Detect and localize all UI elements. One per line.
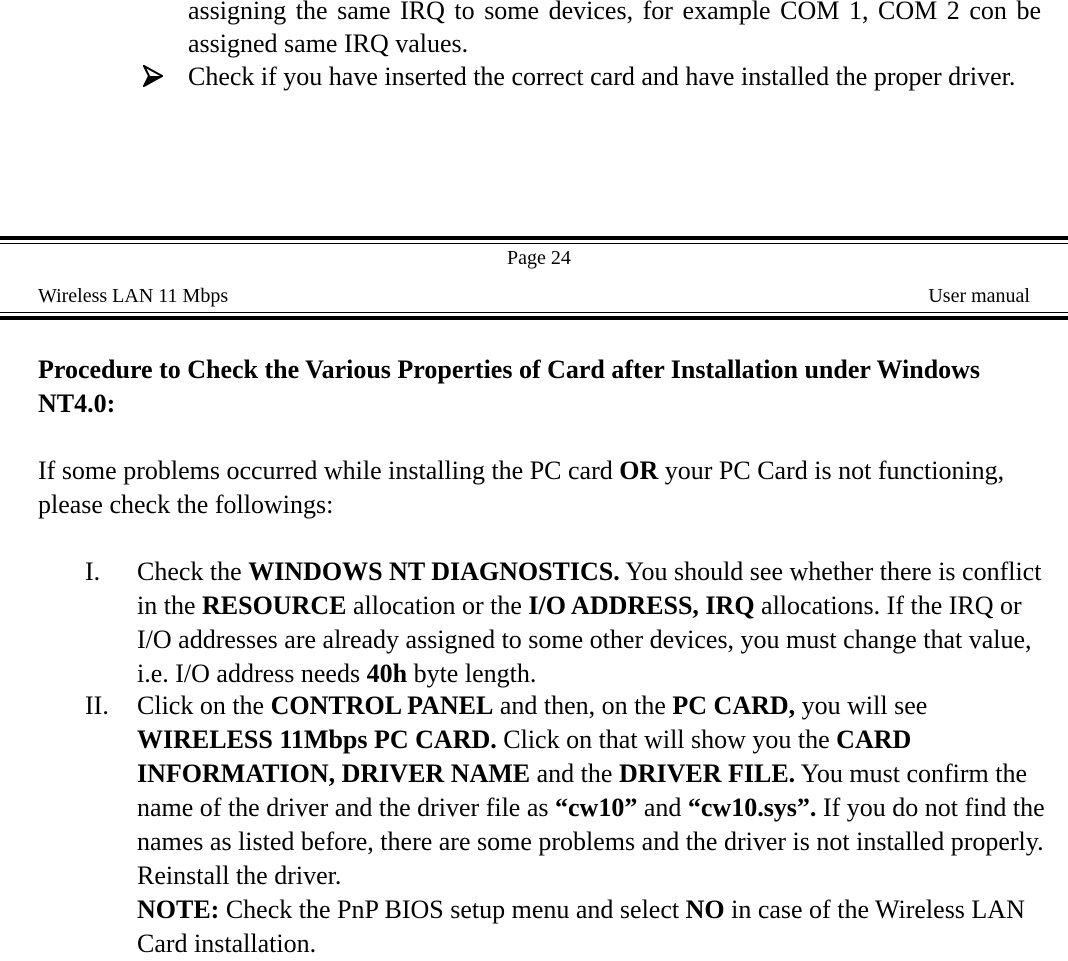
header-rule-thin	[0, 312, 1068, 313]
page-number: Page 24	[507, 247, 571, 269]
bullet-text: Check if you have inserted the correct card and have installed the proper driver.	[188, 62, 1016, 91]
header-product-name: Wireless LAN 11 Mbps	[38, 285, 229, 307]
page-break-rule-thin	[0, 243, 1068, 244]
continued-paragraph: assigning the same IRQ to some devices, for example COM 1, COM 2 con be assigned same IRQ values.	[188, 0, 1041, 58]
section-title: Procedure to Check the Various Properties of Card after Installation under Windows NT4.0:	[38, 355, 981, 418]
list-item: Check the WINDOWS NT DIAGNOSTICS. You should see whether there is conflict in the RESOURCE allocation or the I/O ADDRESS, IRQ allocations. If the IRQ or I/O addresses are already assigned to some other devices, you must change that value, i.e. I/O address needs 40h byte length.	[137, 557, 1042, 688]
item-numeral-1: I.	[85, 557, 101, 586]
note-label: NOTE:	[137, 895, 220, 924]
header-rule-thick	[0, 316, 1068, 320]
arrowhead-bullet-icon	[143, 65, 163, 87]
emphasis-or: OR	[619, 456, 659, 485]
item-numeral-2: II.	[85, 691, 109, 720]
page-break-rule-thick	[0, 236, 1068, 240]
list-item: Click on the CONTROL PANEL and then, on the PC CARD, you will see WIRELESS 11Mbps PC CARD. Click on that will show you the CARD INFORMATION, DRIVER NAME and the DRIVER FILE. You must confirm the name of the driver and the driver file as “cw10” and “cw10.sys”. If you do not find the names as listed before, there are some problems and the driver is not installed properly. Reinstall the driver. NOTE: Check the PnP BIOS setup menu and select NO in case of the Wireless LAN Card installation.	[137, 691, 1045, 958]
intro-paragraph: If some problems occurred while installing the PC card OR your PC Card is not functioning, please check the followings:	[38, 456, 1005, 519]
header-doc-type: User manual	[928, 285, 1030, 307]
